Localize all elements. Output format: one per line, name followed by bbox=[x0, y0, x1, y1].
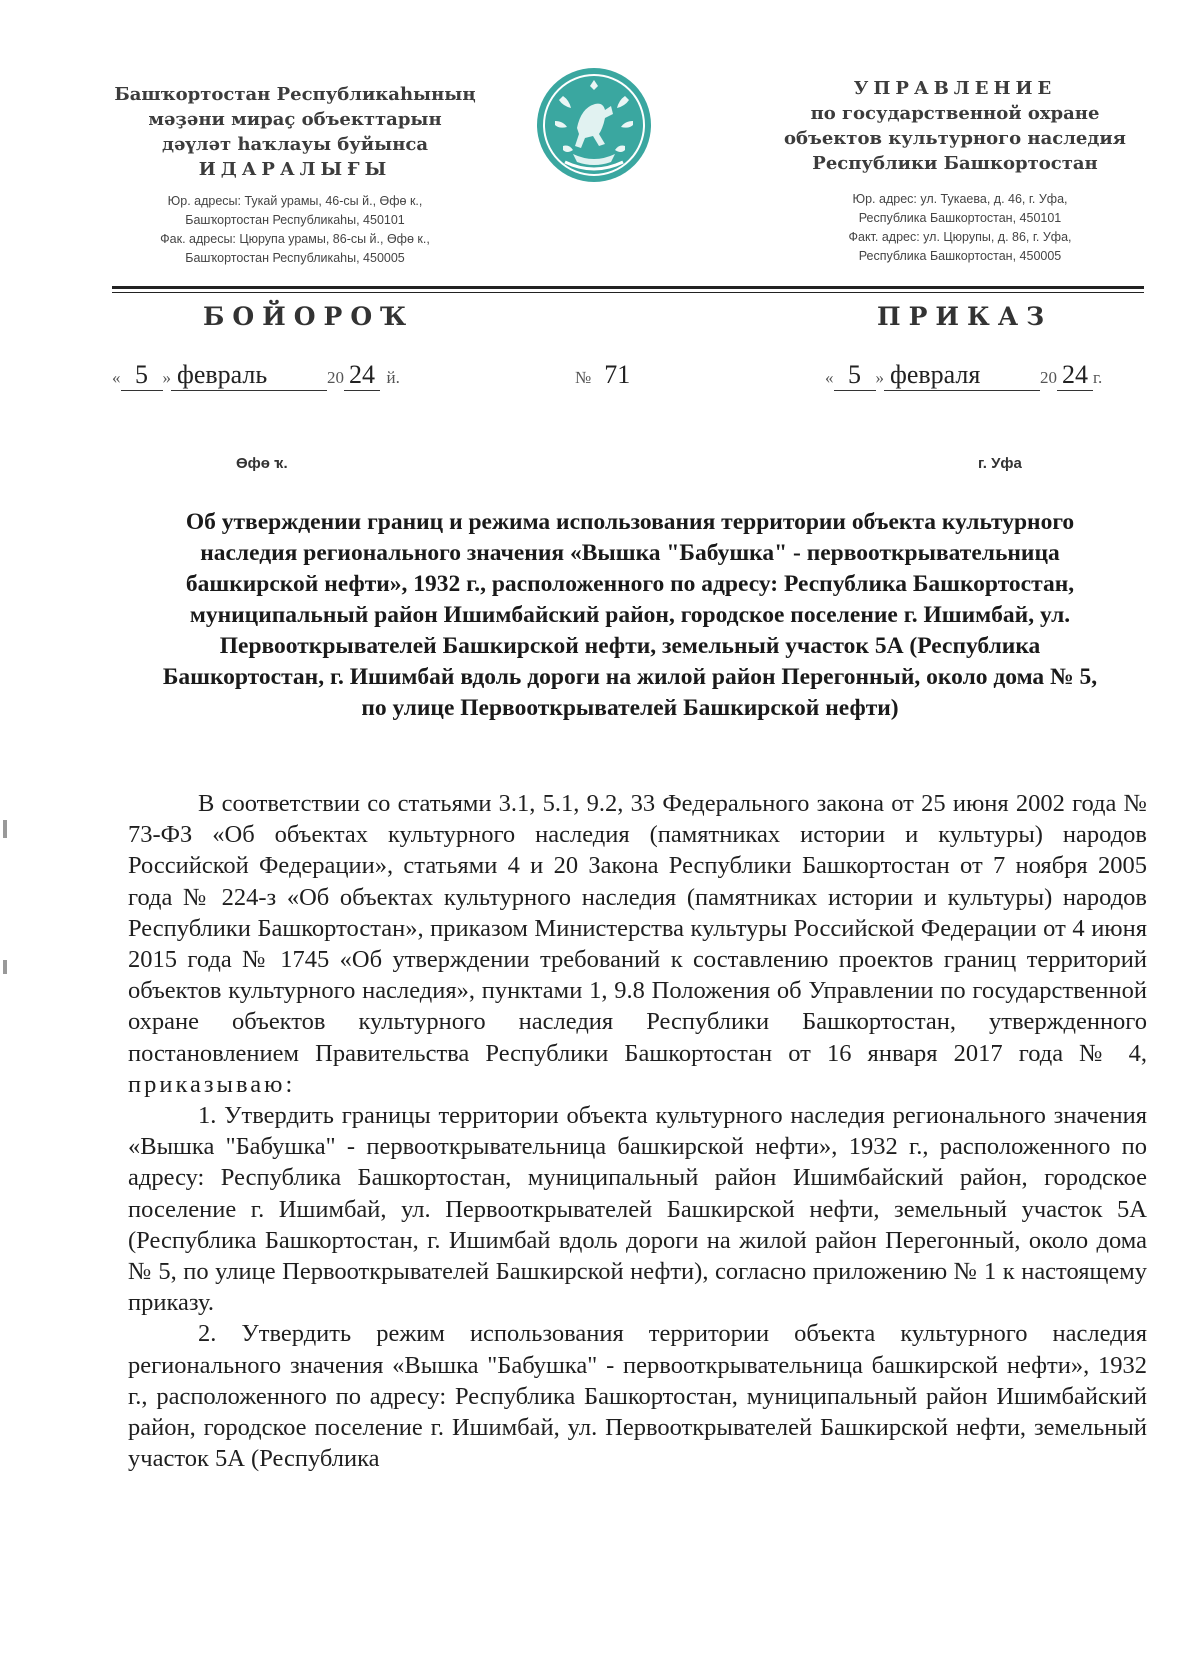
left-date-quote-open: « bbox=[112, 368, 121, 387]
right-address-block bbox=[790, 190, 1130, 266]
right-date-quote-close: » bbox=[875, 368, 884, 387]
body-paragraph: 1. Утвердить границы территории объекта культурного наследия регионального значения «Вышка "Бабушка" - первооткрывательница башкирской нефти», 1932 г., расположенного по адресу: Республика Башкортостан, муниципальный район Ишимбайский район, городское поселение г. Ишимбай, ул. Первооткрывателей Башкирской нефти, земельный участок 5А (Республика Башкортостан, г. Ишимбай вдоль дороги на жилой район Перегонный, около дома № 5, по улице Первооткрывателей Башкирской нефти), согласно приложению № 1 к настоящему приказу. bbox=[128, 1102, 1147, 1317]
document-type-bashkir: БОЙОРОҠ bbox=[203, 302, 415, 331]
scan-edge-mark bbox=[3, 820, 7, 838]
left-date-month: февраль bbox=[171, 360, 327, 391]
right-address-line: Республика Башкортостан, 450005 bbox=[858, 249, 1062, 263]
body-paragraph: 2. Утвердить режим использования территории объекта культурного наследия регионального значения «Вышка "Бабушка" - первооткрывательница башкирской нефти», 1932 г., расположенного по адресу: Республика Башкортостан, муниципальный район Ишимбайский район, городское поселение г. Ишимбай, ул. Первооткрывателей Башкирской нефти, земельный участок 5А (Республика bbox=[128, 1320, 1147, 1473]
bashkortostan-emblem-icon bbox=[535, 66, 653, 184]
right-org-line: по государственной охране bbox=[810, 103, 1100, 124]
left-address-line: Юр. адресы: Тукай урамы, 46-сы й., Өфө к., bbox=[167, 194, 423, 208]
left-org-line: Башҡортостан Республикаһының bbox=[114, 84, 476, 105]
right-org-line: Республики Башкортостан bbox=[812, 153, 1098, 174]
document-number-label: № bbox=[575, 368, 592, 387]
order-word: приказываю: bbox=[128, 1070, 296, 1098]
left-date-unit: й. bbox=[386, 368, 400, 387]
right-address-line: Факт. адрес: ул. Цюрупы, д. 86, г. Уфа, bbox=[848, 230, 1072, 244]
right-city: г. Уфа bbox=[978, 455, 1022, 472]
right-org-line: объектов культурного наследия bbox=[784, 128, 1126, 149]
right-address-line: Юр. адрес: ул. Тукаева, д. 46, г. Уфа, bbox=[852, 192, 1068, 206]
document-type-russian: ПРИКАЗ bbox=[877, 302, 1053, 331]
right-date bbox=[825, 360, 1102, 394]
left-city: Өфө ҡ. bbox=[236, 455, 288, 472]
right-org-header bbox=[765, 76, 1145, 176]
left-address-block bbox=[110, 192, 480, 268]
header-rule-thin bbox=[112, 292, 1144, 293]
right-org-word: УПРАВЛЕНИЕ bbox=[853, 78, 1057, 99]
right-date-day: 5 bbox=[834, 360, 876, 391]
left-address-line: Башҡортостан Республикаһы, 450101 bbox=[185, 213, 405, 227]
document-body bbox=[128, 788, 1147, 1474]
document-title: Об утверждении границ и режима использования территории объекта культурного наследия регионального значения «Вышка "Бабушка" - первооткрывательница башкирской нефти», 1932 г., расположенного по адресу: Республика Башкортостан, муниципальный район Ишимбайский район, городское поселение г. Ишимбай, ул. Первооткрывателей Башкирской нефти, земельный участок 5А (Республика Башкортостан, г. Ишимбай вдоль дороги на жилой район Перегонный, около дома № 5, по улице Первооткрывателей Башкирской нефти) bbox=[162, 509, 1098, 721]
left-date-quote-close: » bbox=[162, 368, 171, 387]
left-org-line: дәүләт һаҡлауы буйынса bbox=[161, 134, 428, 155]
left-org-header bbox=[110, 82, 480, 182]
left-org-line: мәҙәни мираҫ объекттарын bbox=[148, 109, 442, 130]
left-date-year: 24 bbox=[344, 360, 380, 391]
left-address-line: Фак. адресы: Цюрупа урамы, 86-сы й., Өфө к., bbox=[160, 232, 430, 246]
header-rule-thick bbox=[112, 286, 1144, 289]
right-address-line: Республика Башкортостан, 450101 bbox=[858, 211, 1062, 225]
left-date-day: 5 bbox=[121, 360, 163, 391]
left-address-line: Башҡортостан Республикаһы, 450005 bbox=[185, 251, 405, 265]
scan-edge-mark bbox=[3, 960, 7, 974]
left-org-word: ИДАРАЛЫҒЫ bbox=[198, 159, 392, 180]
document-number bbox=[575, 360, 630, 394]
left-date-year-prefix: 20 bbox=[327, 368, 344, 387]
body-paragraph-text: В соответствии со статьями 3.1, 5.1, 9.2, 33 Федерального закона от 25 июня 2002 года № 73-ФЗ «Об объектах культурного наследия (памятниках истории и культуры) народов Российской Федерации», статьями 4 и 20 Закона Республики Башкортостан от 7 ноября 2005 года № 224-з «Об объектах культурного наследия (памятниках истории и культуры) народов Республики Башкортостан», приказом Министерства культуры Российской Федерации от 4 июня 2015 года № 1745 «Об утверждении требований к составлению проектов границ территорий объектов культурного наследия», пунктами 1, 9.8 Положения об Управлении по государственной охране объектов культурного наследия Республики Башкортостан, утвержденного постановлением Правительства Республики Башкортостан от 16 января 2017 года № 4, bbox=[128, 790, 1147, 1067]
right-date-year: 24 bbox=[1057, 360, 1093, 391]
left-date bbox=[112, 360, 400, 394]
body-paragraph bbox=[128, 788, 1147, 1100]
document-number-value: 71 bbox=[604, 360, 631, 389]
right-date-month: февраля bbox=[884, 360, 1040, 391]
right-date-unit: г. bbox=[1093, 368, 1103, 387]
right-date-year-prefix: 20 bbox=[1040, 368, 1057, 387]
right-date-quote-open: « bbox=[825, 368, 834, 387]
